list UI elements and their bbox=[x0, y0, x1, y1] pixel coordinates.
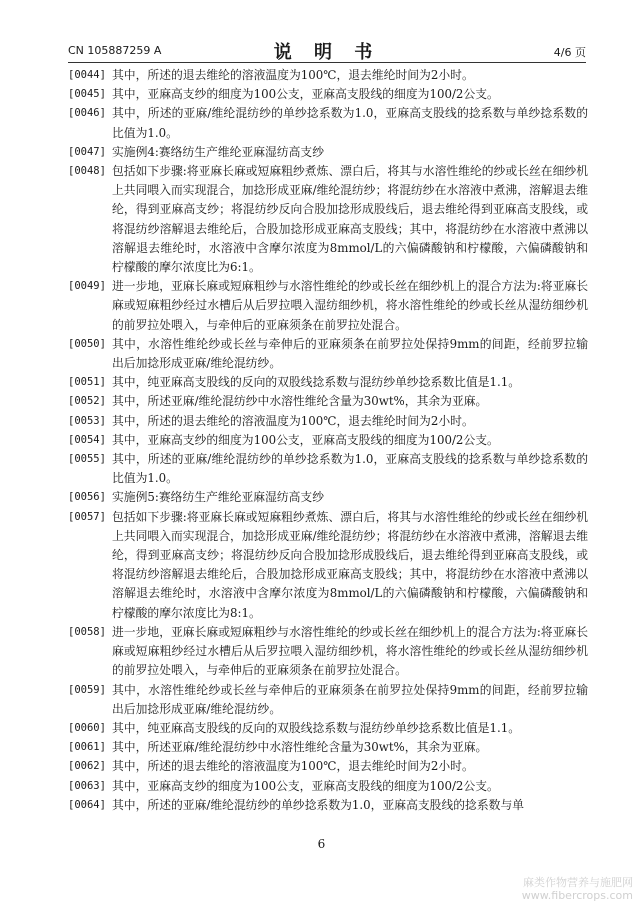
document-body bbox=[68, 66, 588, 815]
paragraph-number: [0061] bbox=[68, 741, 106, 754]
paragraph-text: 其中，亚麻高支纱的细度为100公支，亚麻高支股线的细度为100/2公支。 bbox=[112, 778, 499, 793]
paragraph-number: [0062] bbox=[68, 760, 106, 773]
paragraph bbox=[68, 104, 588, 142]
paragraph bbox=[68, 373, 588, 392]
paragraph-text: 实施例5:赛络纺生产维纶亚麻湿纺高支纱 bbox=[112, 490, 325, 505]
paragraph-text: 实施例4:赛络纺生产维纶亚麻湿纺高支纱 bbox=[112, 144, 325, 159]
paragraph-text: 其中，所述的亚麻/维纶混纺纱的单纱捻系数为1.0，亚麻高支股线的捻系数与单 bbox=[112, 797, 525, 812]
paragraph-text: 包括如下步骤:将亚麻长麻或短麻粗纱煮炼、漂白后，将其与水溶性维纶的纱或长丝在细纱机上共同喂入而实现混合，加捻形成亚麻/维纶混纺纱；将混纺纱在水溶液中煮沸，溶解退去维纶，得到亚麻高支纱；将混纺纱反向合股加捻形成股线后，退去维纶得到亚麻高支股线，或将混纺纱溶解退去维纶后，合股加捻形成亚麻高支股线；其中，将混纺纱在水溶液中煮沸以溶解退去维纶时，水溶液中含摩尔浓度为8mmol/L的六偏磷酸钠和柠檬酸，六偏磷酸钠和柠檬酸的摩尔浓度比为8:1。 bbox=[112, 509, 588, 620]
paragraph-text: 进一步地，亚麻长麻或短麻粗纱与水溶性维纶的纱或长丝在细纱机上的混合方法为:将亚麻长麻或短麻粗纱经过水槽后从后罗拉喂入湿纺细纱机，将水溶性维纶的纱或长丝从湿纺细纱机的前罗拉处喂入，与牵伸后的亚麻须条在前罗拉处混合。 bbox=[112, 624, 588, 678]
paragraph-text: 其中，水溶性维纶纱或长丝与牵伸后的亚麻须条在前罗拉处保持9mm的间距，经前罗拉输出后加捻形成亚麻/维纶混纺纱。 bbox=[112, 336, 588, 371]
document-title: 说 明 书 bbox=[273, 42, 381, 63]
paragraph-number: [0064] bbox=[68, 798, 106, 811]
watermark-title: 麻类作物营养与施肥网 bbox=[523, 876, 633, 889]
paragraph-text: 其中，所述的亚麻/维纶混纺纱的单纱捻系数为1.0，亚麻高支股线的捻系数与单纱捻系数的比值为1.0。 bbox=[112, 106, 588, 140]
paragraph bbox=[68, 757, 588, 776]
paragraph-number: [0058] bbox=[68, 625, 106, 638]
paragraph-text: 其中，亚麻高支纱的细度为100公支，亚麻高支股线的细度为100/2公支。 bbox=[112, 87, 499, 102]
paragraph-text: 其中，亚麻高支纱的细度为100公支，亚麻高支股线的细度为100/2公支。 bbox=[112, 432, 499, 447]
paragraph bbox=[68, 277, 588, 335]
paragraph-text: 其中，所述的退去维纶的溶液温度为100℃，退去维纶时间为2小时。 bbox=[112, 413, 474, 428]
paragraph-number: [0063] bbox=[68, 779, 106, 792]
paragraph-number: [0045] bbox=[68, 88, 106, 101]
paragraph-number: [0057] bbox=[68, 510, 106, 523]
paragraph bbox=[68, 392, 588, 411]
page-label: 4/6 页 bbox=[553, 46, 586, 59]
paragraph bbox=[68, 143, 588, 162]
page-number: 6 bbox=[317, 837, 326, 851]
paragraph bbox=[68, 719, 588, 738]
paragraph-text: 进一步地，亚麻长麻或短麻粗纱与水溶性维纶的纱或长丝在细纱机上的混合方法为:将亚麻长麻或短麻粗纱经过水槽后从后罗拉喂入湿纺细纱机，将水溶性维纶的纱或长丝从湿纺细纱机的前罗拉处喂入，与牵伸后的亚麻须条在前罗拉处混合。 bbox=[112, 279, 588, 332]
paragraph-number: [0049] bbox=[68, 280, 106, 293]
paragraph-number: [0052] bbox=[68, 395, 106, 408]
paragraph-text: 包括如下步骤:将亚麻长麻或短麻粗纱煮炼、漂白后，将其与水溶性维纶的纱或长丝在细纱机上共同喂入而实现混合，加捻形成亚麻/维纶混纺纱；将混纺纱在水溶液中煮沸，溶解退去维纶，得到亚麻高支纱；将混纺纱反向合股加捻形成股线后，退去维纶得到亚麻高支股线，或将混纺纱溶解退去维纶后，合股加捻形成亚麻高支股线；其中，将混纺纱在水溶液中煮沸以溶解退去维纶时，水溶液中含摩尔浓度为8mmol/L的六偏磷酸钠和柠檬酸，六偏磷酸钠和柠檬酸的摩尔浓度比为6:1。 bbox=[112, 164, 588, 275]
paragraph-number: [0048] bbox=[68, 165, 106, 178]
paragraph-text: 其中，所述的退去维纶的溶液温度为100℃，退去维纶时间为2小时。 bbox=[112, 759, 474, 774]
paragraph bbox=[68, 623, 588, 681]
paragraph-number: [0051] bbox=[68, 376, 106, 389]
watermark-url: www.fibercrops.com bbox=[521, 889, 633, 902]
patent-number: CN 105887259 A bbox=[68, 44, 162, 57]
watermark bbox=[522, 876, 633, 902]
paragraph-number: [0059] bbox=[68, 683, 106, 696]
paragraph bbox=[68, 66, 588, 85]
paragraph-number: [0060] bbox=[68, 721, 106, 734]
paragraph-text: 其中，水溶性维纶纱或长丝与牵伸后的亚麻须条在前罗拉处保持9mm的间距，经前罗拉输出后加捻形成亚麻/维纶混纺纱。 bbox=[112, 682, 588, 716]
paragraph bbox=[68, 777, 588, 796]
paragraph-number: [0050] bbox=[68, 337, 106, 350]
paragraph-text: 其中，所述的亚麻/维纶混纺纱的单纱捻系数为1.0，亚麻高支股线的捻系数与单纱捻系数的比值为1.0。 bbox=[112, 452, 588, 486]
paragraph bbox=[68, 508, 588, 623]
paragraph bbox=[68, 162, 588, 277]
paragraph-text: 其中，纯亚麻高支股线的反向的双股线捻系数与混纺纱单纱捻系数比值是1.1。 bbox=[112, 720, 521, 735]
paragraph-text: 其中，所述的退去维纶的溶液温度为100℃，退去维纶时间为2小时。 bbox=[112, 68, 474, 82]
paragraph-number: [0047] bbox=[68, 145, 106, 158]
header-divider bbox=[68, 62, 586, 63]
paragraph bbox=[68, 335, 588, 373]
paragraph-number: [0054] bbox=[68, 433, 106, 446]
paragraph bbox=[68, 450, 588, 488]
paragraph bbox=[68, 431, 588, 450]
paragraph bbox=[68, 412, 588, 431]
paragraph bbox=[68, 796, 588, 815]
paragraph-number: [0055] bbox=[68, 453, 106, 466]
page-header bbox=[68, 36, 586, 62]
paragraph bbox=[68, 681, 588, 719]
paragraph bbox=[68, 85, 588, 104]
paragraph-number: [0053] bbox=[68, 414, 106, 427]
paragraph-number: [0046] bbox=[68, 107, 106, 120]
paragraph-number: [0056] bbox=[68, 491, 106, 504]
paragraph-text: 其中，所述亚麻/维纶混纺纱中水溶性维纶含量为30wt%，其余为亚麻。 bbox=[112, 740, 488, 755]
paragraph-text: 其中，纯亚麻高支股线的反向的双股线捻系数与混纺纱单纱捻系数比值是1.1。 bbox=[112, 375, 521, 390]
paragraph bbox=[68, 738, 588, 757]
paragraph bbox=[68, 488, 588, 507]
paragraph-number: [0044] bbox=[68, 69, 106, 81]
paragraph-text: 其中，所述亚麻/维纶混纺纱中水溶性维纶含量为30wt%，其余为亚麻。 bbox=[112, 394, 488, 409]
